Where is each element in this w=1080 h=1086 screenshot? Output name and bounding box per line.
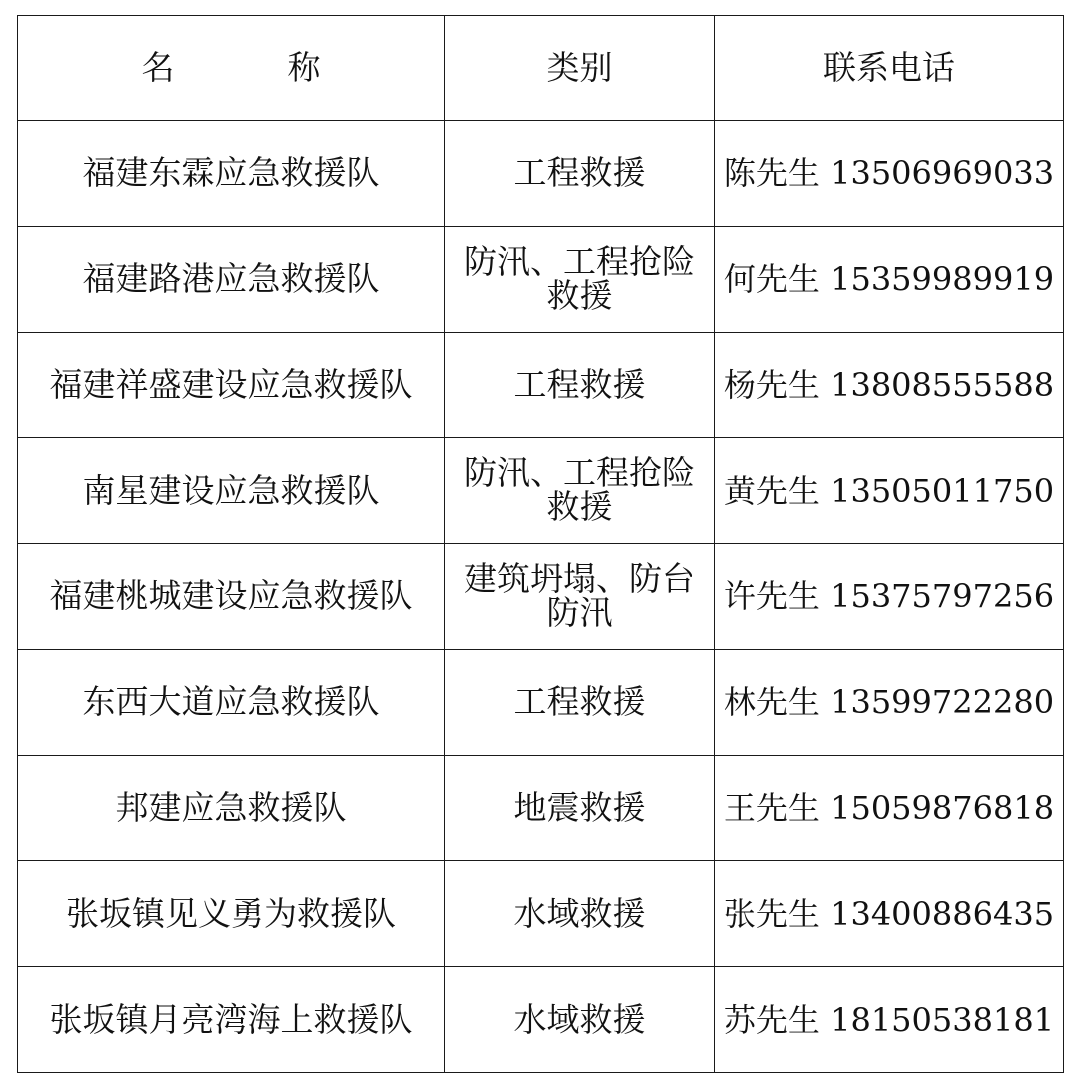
- phone-text: 王先生 15059876818: [723, 788, 1055, 827]
- table-row: [18, 332, 1064, 438]
- category-text: 防汛、工程抢险救援: [464, 241, 695, 315]
- rescue-team-contact-sheet: [17, 15, 1063, 1073]
- category-cell: [445, 332, 715, 438]
- phone-cell: [715, 332, 1064, 438]
- table-header-row: [18, 16, 1064, 121]
- category-text: 工程救援: [513, 364, 646, 404]
- rescue-team-table: [17, 15, 1064, 1073]
- category-text: 工程救援: [513, 682, 646, 722]
- category-cell: [445, 544, 715, 650]
- category-cell: [445, 438, 715, 544]
- category-text: 地震救援: [513, 787, 646, 827]
- table-row: [18, 755, 1064, 861]
- table-row: [18, 544, 1064, 650]
- table-row: [18, 438, 1064, 544]
- header-name: [18, 16, 445, 121]
- phone-text: 苏先生 18150538181: [723, 1000, 1055, 1039]
- phone-text: 杨先生 13808555588: [723, 365, 1055, 404]
- header-phone: 联系电话: [715, 16, 1064, 121]
- team-name-cell: 南星建设应急救援队: [18, 438, 445, 544]
- category-cell: [445, 649, 715, 755]
- phone-text: 林先生 13599722280: [723, 683, 1055, 722]
- category-cell: [445, 755, 715, 861]
- table-row: [18, 121, 1064, 227]
- team-name-cell: 张坂镇月亮湾海上救援队: [18, 967, 445, 1073]
- header-name-label: 名 称: [141, 48, 361, 87]
- phone-cell: [715, 121, 1064, 227]
- phone-cell: [715, 861, 1064, 967]
- phone-cell: [715, 438, 1064, 544]
- header-category: 类别: [445, 16, 715, 121]
- category-cell: [445, 226, 715, 332]
- team-name-cell: 张坂镇见义勇为救援队: [18, 861, 445, 967]
- team-name-cell: 邦建应急救援队: [18, 755, 445, 861]
- phone-text: 黄先生 13505011750: [723, 471, 1055, 510]
- table-row: [18, 226, 1064, 332]
- category-cell: [445, 121, 715, 227]
- phone-text: 许先生 15375797256: [723, 577, 1055, 616]
- phone-cell: [715, 967, 1064, 1073]
- phone-text: 陈先生 13506969033: [723, 154, 1055, 193]
- category-text: 防汛、工程抢险救援: [464, 453, 695, 527]
- category-text: 水域救援: [513, 893, 646, 933]
- category-text: 工程救援: [513, 153, 646, 193]
- category-text: 水域救援: [513, 999, 646, 1039]
- table-row: [18, 967, 1064, 1073]
- phone-cell: [715, 544, 1064, 650]
- category-cell: [445, 861, 715, 967]
- team-name-cell: 东西大道应急救援队: [18, 649, 445, 755]
- table-row: [18, 649, 1064, 755]
- team-name-cell: 福建祥盛建设应急救援队: [18, 332, 445, 438]
- category-cell: [445, 967, 715, 1073]
- phone-cell: [715, 755, 1064, 861]
- phone-text: 何先生 15359989919: [723, 260, 1055, 299]
- phone-text: 张先生 13400886435: [723, 894, 1055, 933]
- team-name-cell: 福建东霖应急救援队: [18, 121, 445, 227]
- phone-cell: [715, 649, 1064, 755]
- team-name-cell: 福建桃城建设应急救援队: [18, 544, 445, 650]
- table-row: [18, 861, 1064, 967]
- team-name-cell: 福建路港应急救援队: [18, 226, 445, 332]
- phone-cell: [715, 226, 1064, 332]
- category-text: 建筑坍塌、防台防汛: [464, 558, 695, 632]
